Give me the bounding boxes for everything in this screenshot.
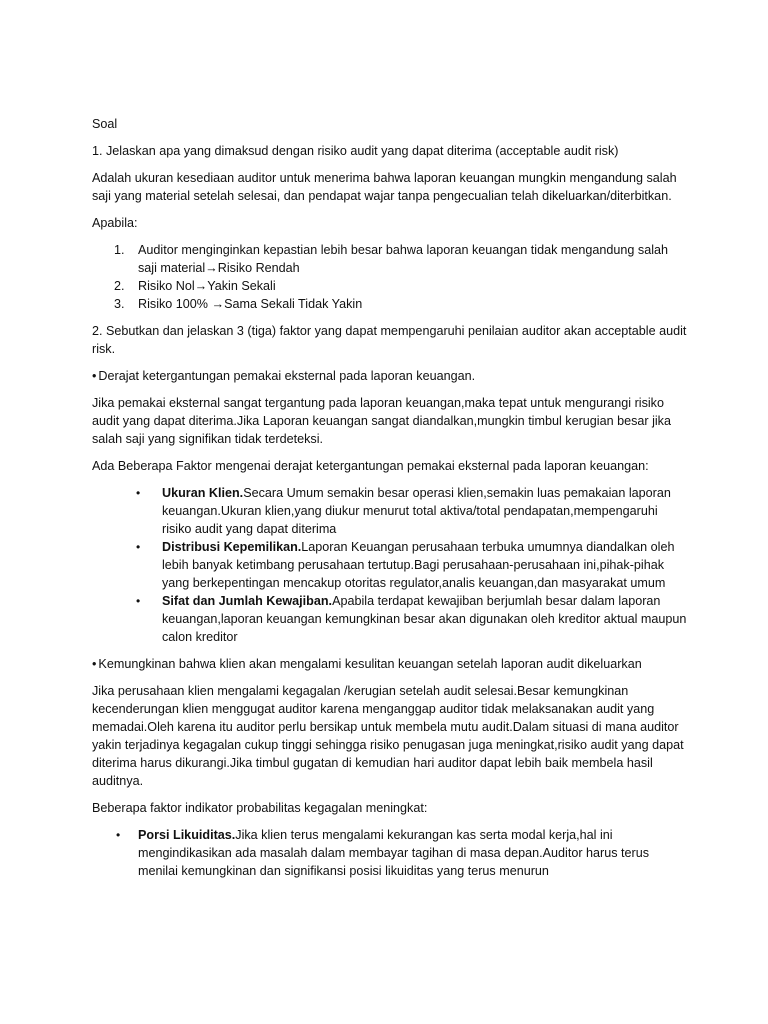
list-item [92, 295, 688, 313]
question-2: 2. Sebutkan dan jelaskan 3 (tiga) faktor yang dapat mempengaruhi penilaian auditor akan acceptable audit risk. [92, 324, 687, 356]
factor-1-title: Derajat ketergantungan pemakai eksternal pada laporan keuangan. [98, 369, 476, 383]
document-title: Soal [92, 117, 118, 131]
factor-1-intro: Ada Beberapa Faktor mengenai derajat ketergantungan pemakai eksternal pada laporan keuangan: [92, 459, 649, 473]
factor-2-bullet-list [92, 826, 688, 880]
bullet-icon: • [92, 369, 97, 383]
list-number: 1. [114, 243, 125, 257]
bullet-icon: • [136, 486, 141, 500]
factor-2-intro: Beberapa faktor indikator probabilitas kegagalan meningkat: [92, 801, 428, 815]
list-item-text: Risiko 100% →Sama Sekali Tidak Yakin [138, 297, 363, 311]
bullet-icon: • [92, 657, 97, 671]
list-number: 3. [114, 297, 125, 311]
list-item-text: Risiko Nol→Yakin Sekali [138, 279, 276, 293]
item-heading: Distribusi Kepemilikan. [162, 540, 302, 554]
item-text: Apabila terdapat kewajiban berjumlah besar dalam laporan keuangan,laporan keuangan kemungkinan besar akan digunakan oleh kreditor aktual maupun calon kreditor [162, 594, 687, 644]
factor-1-description: Jika pemakai eksternal sangat tergantung pada laporan keuangan,maka tepat untuk mengurangi risiko audit yang dapat diterima.Jika Laporan keuangan sangat diandalkan,mungkin timbul kerugian besar jika salah saji yang signifikan tidak terdeteksi. [92, 396, 671, 446]
answer-1: Adalah ukuran kesediaan auditor untuk menerima bahwa laporan keuangan mungkin mengandung salah saji yang material setelah selesai, dan pendapat wajar tanpa pengecualian telah dikeluarkan/diterbitkan. [92, 171, 677, 203]
list-item [92, 826, 688, 880]
item-text: Laporan Keuangan perusahaan terbuka umumnya diandalkan oleh lebih banyak ketimbang perusahaan tertutup.Bagi perusahaan-perusahaan ini,pihak-pihak yang berkepentingan mencakup otoritas regulator,analis keuangan,dan masyarakat umum [162, 540, 675, 590]
factor-1-heading [92, 367, 688, 385]
list-item [92, 538, 688, 592]
list-item [92, 241, 688, 277]
item-text: Jika klien terus mengalami kekurangan kas serta modal kerja,hal ini mengindikasikan ada masalah dalam membayar tagihan di masa depan.Auditor harus terus menilai kemungkinan dan signifikansi posisi likuiditas yang terus menurun [138, 828, 650, 878]
item-heading: Porsi Likuiditas. [138, 828, 236, 842]
list-item-text: Auditor menginginkan kepastian lebih besar bahwa laporan keuangan tidak mengandung salah saji material→Risiko Rendah [138, 243, 669, 275]
question-1: 1. Jelaskan apa yang dimaksud dengan risiko audit yang dapat diterima (acceptable audit risk) [92, 144, 619, 158]
bullet-icon: • [136, 540, 141, 554]
apabila-label: Apabila: [92, 216, 138, 230]
list-item [92, 277, 688, 295]
factor-2-heading [92, 655, 688, 673]
factor-2-description: Jika perusahaan klien mengalami kegagalan /kerugian setelah audit selesai.Besar kemungkinan kecenderungan klien menggugat auditor karena menganggap auditor tidak melaksanakan audit yang memadai.Oleh karena itu auditor perlu bersikap untuk membela mutu audit.Dalam situasi di mana auditor yakin terjadinya kegagalan cukup tinggi sehingga risiko penugasan juga meningkat,risiko audit yang dapat diterima harus dikurangi.Jika timbul gugatan di kemudian hari auditor dapat lebih baik membela hasil auditnya. [92, 684, 684, 788]
bullet-icon: • [116, 828, 121, 842]
list-item [92, 592, 688, 646]
list-number: 2. [114, 279, 125, 293]
risk-numbered-list [92, 241, 688, 313]
item-heading: Ukuran Klien. [162, 486, 244, 500]
list-item [92, 484, 688, 538]
bullet-icon: • [136, 594, 141, 608]
item-heading: Sifat dan Jumlah Kewajiban. [162, 594, 333, 608]
factor-1-bullet-list [92, 484, 688, 646]
item-text: Secara Umum semakin besar operasi klien,semakin luas pemakaian laporan keuangan.Ukuran klien,yang diukur menurut total aktiva/total pendapatan,mempengaruhi risiko audit yang dapat diterima [162, 486, 671, 536]
factor-2-title: Kemungkinan bahwa klien akan mengalami kesulitan keuangan setelah laporan audit dikeluarkan [98, 657, 642, 671]
